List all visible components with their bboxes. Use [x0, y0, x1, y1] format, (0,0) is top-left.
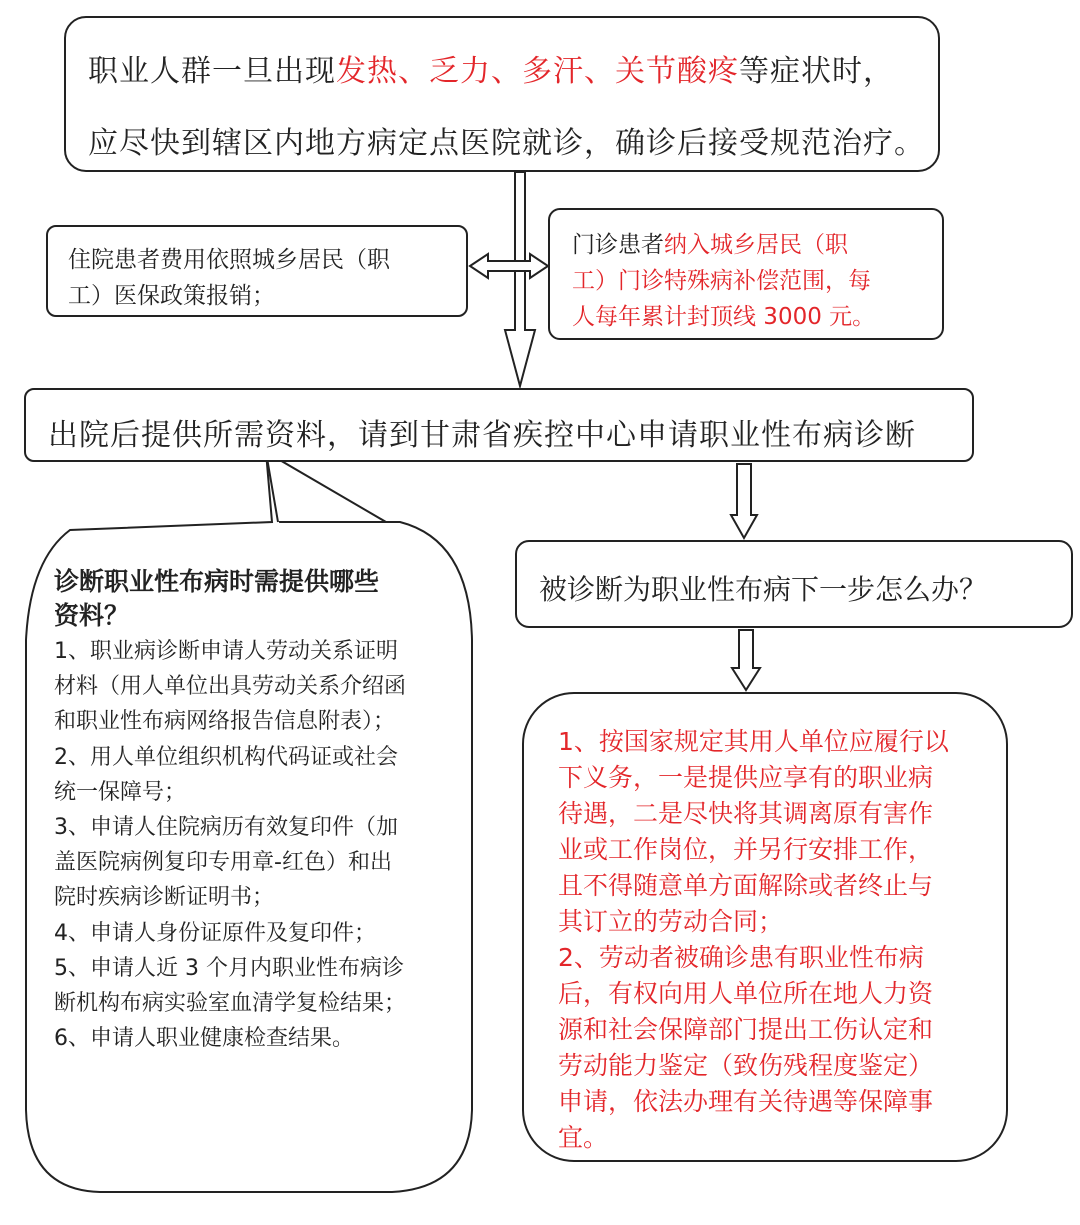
- list-item: 4、申请人身份证原件及复印件；: [54, 921, 376, 946]
- list-item: 统一保障号；: [54, 780, 187, 805]
- obligation-line: 2、劳动者被确诊患有职业性布病: [558, 943, 924, 972]
- main-down-arrow: [505, 172, 535, 386]
- treatment-line: 应尽快到辖区内地方病定点医院就诊，确诊后接受规范治疗。: [88, 126, 925, 161]
- inpatient-reimbursement-box: 住院患者费用依照城乡居民（职 工）医保政策报销；: [46, 225, 468, 317]
- list-item: 1、职业病诊断申请人劳动关系证明: [54, 639, 398, 664]
- discharge-diagnosis-box: 出院后提供所需资料，请到甘肃省疾控中心申请职业性布病诊断: [24, 388, 974, 462]
- obligation-line: 待遇，二是尽快将其调离原有害作: [558, 799, 934, 828]
- list-item: 院时疾病诊断证明书；: [54, 885, 275, 910]
- list-item: 5、申请人近 3 个月内职业性布病诊: [54, 956, 404, 981]
- symptom-list: 发热、乏力、多汗、关节酸疼: [336, 54, 739, 89]
- obligation-line: 其订立的劳动合同；: [558, 907, 784, 936]
- obligation-line: 且不得随意单方面解除或者终止与: [558, 871, 934, 900]
- materials-title-line2: 资料？: [54, 601, 130, 630]
- down-arrow-to-obligations: [732, 630, 760, 690]
- obligation-line: 业或工作岗位，并另行安排工作，: [558, 835, 934, 864]
- symptom-line: 职业人群一旦出现发热、乏力、多汗、关节酸疼等症状时，: [88, 54, 894, 89]
- next-step-question-box: 被诊断为职业性布病下一步怎么办？: [515, 540, 1073, 628]
- obligation-line: 下义务，一是提供应享有的职业病: [558, 763, 934, 792]
- obligation-line: 宜。: [558, 1123, 609, 1152]
- outpatient-coverage-box: 门诊患者纳入城乡居民（职 工）门诊特殊病补偿范围，每 人每年累计封顶线 3000 元。: [548, 208, 944, 340]
- list-item: 3、申请人住院病历有效复印件（加: [54, 815, 398, 840]
- obligation-line: 后，有权向用人单位所在地人力资: [558, 979, 934, 1008]
- bidirectional-arrow: [470, 254, 548, 278]
- list-item: 断机构布病实验室血清学复检结果；: [54, 991, 407, 1016]
- obligation-line: 申请，依法办理有关待遇等保障事: [558, 1087, 934, 1116]
- obligation-line: 源和社会保障部门提出工伤认定和: [558, 1015, 934, 1044]
- symptom-advice-box: [64, 16, 940, 172]
- list-item: 2、用人单位组织机构代码证或社会: [54, 745, 398, 770]
- list-item: 6、申请人职业健康检查结果。: [54, 1026, 354, 1051]
- obligation-line: 劳动能力鉴定（致伤残程度鉴定）: [558, 1051, 934, 1080]
- list-item: 盖医院病例复印专用章-红色）和出: [54, 850, 392, 875]
- list-item: 材料（用人单位出具劳动关系介绍函: [54, 674, 407, 699]
- list-item: 和职业性布病网络报告信息附表）；: [54, 709, 396, 734]
- materials-title-line1: 诊断职业性布病时需提供哪些: [54, 567, 380, 596]
- obligations-box: [522, 692, 1008, 1162]
- down-arrow-to-next: [731, 464, 757, 538]
- obligation-line: 1、按国家规定其用人单位应履行以: [558, 727, 949, 756]
